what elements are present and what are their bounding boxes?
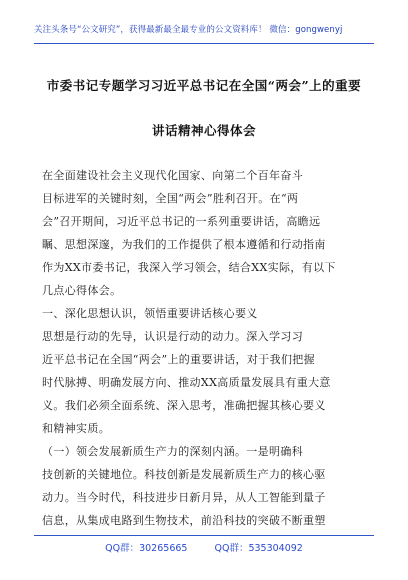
document-title-line-2: 讲话精神心得体会 xyxy=(151,123,256,138)
body-line: 信息，从集成电路到生物技术，前沿科技的突破不断重塑 xyxy=(42,514,326,527)
body-line: 技创新的关键地位。科技创新是发展新质生产力的核心驱 xyxy=(42,468,326,481)
body-line: 动力。当今时代，科技进步日新月异，从人工智能到量子 xyxy=(42,491,326,504)
body-line: 和精神实质。 xyxy=(42,422,111,435)
body-line: 目标进军的关键时刻，全国“两会”胜利召开。在“两 xyxy=(42,192,299,205)
body-line: （一）领会发展新质生产力的深刻内涵。一是明确科 xyxy=(42,445,304,458)
body-line: 义。我们必须全面系统、深入思考，准确把握其核心要义 xyxy=(42,399,326,412)
body-line: 近平总书记在全国“两会”上的重要讲话，对于我们把握 xyxy=(42,353,315,366)
body-line: 在全面建设社会主义现代化国家、向第二个百年奋斗 xyxy=(42,169,304,182)
body-line: 时代脉搏、明确发展方向、推动XX高质量发展具有重大意 xyxy=(42,376,331,389)
footer-qq-group-1: QQ群：30265665 xyxy=(105,543,188,554)
footer xyxy=(0,540,408,554)
footer-divider xyxy=(34,535,374,536)
footer-qq-group-2: QQ群：535304092 xyxy=(214,543,303,554)
header-banner: 关注头条号“公文研究”，获得最新最全最专业的公文资料库！ 微信：gongwenyj xyxy=(34,25,343,35)
body-line: 几点心得体会。 xyxy=(42,284,122,297)
header-divider xyxy=(34,43,374,44)
body-line: 思想是行动的先导，认识是行动的动力。深入学习习 xyxy=(42,330,304,343)
body-line: 作为XX市委书记，我深入学习领会，结合XX实际，有以下 xyxy=(42,261,336,274)
body-line: 会”召开期间，习近平总书记的一系列重要讲话，高瞻远 xyxy=(42,215,321,228)
document-body xyxy=(42,164,366,532)
section-heading: 一、深化思想认识，领悟重要讲话核心要义 xyxy=(42,307,258,320)
body-line: 瞩、思想深邃，为我们的工作提供了根本遵循和行动指南 xyxy=(42,238,326,251)
document-title-line-1: 市委书记专题学习习近平总书记在全国“两会”上的重要 xyxy=(46,78,362,93)
